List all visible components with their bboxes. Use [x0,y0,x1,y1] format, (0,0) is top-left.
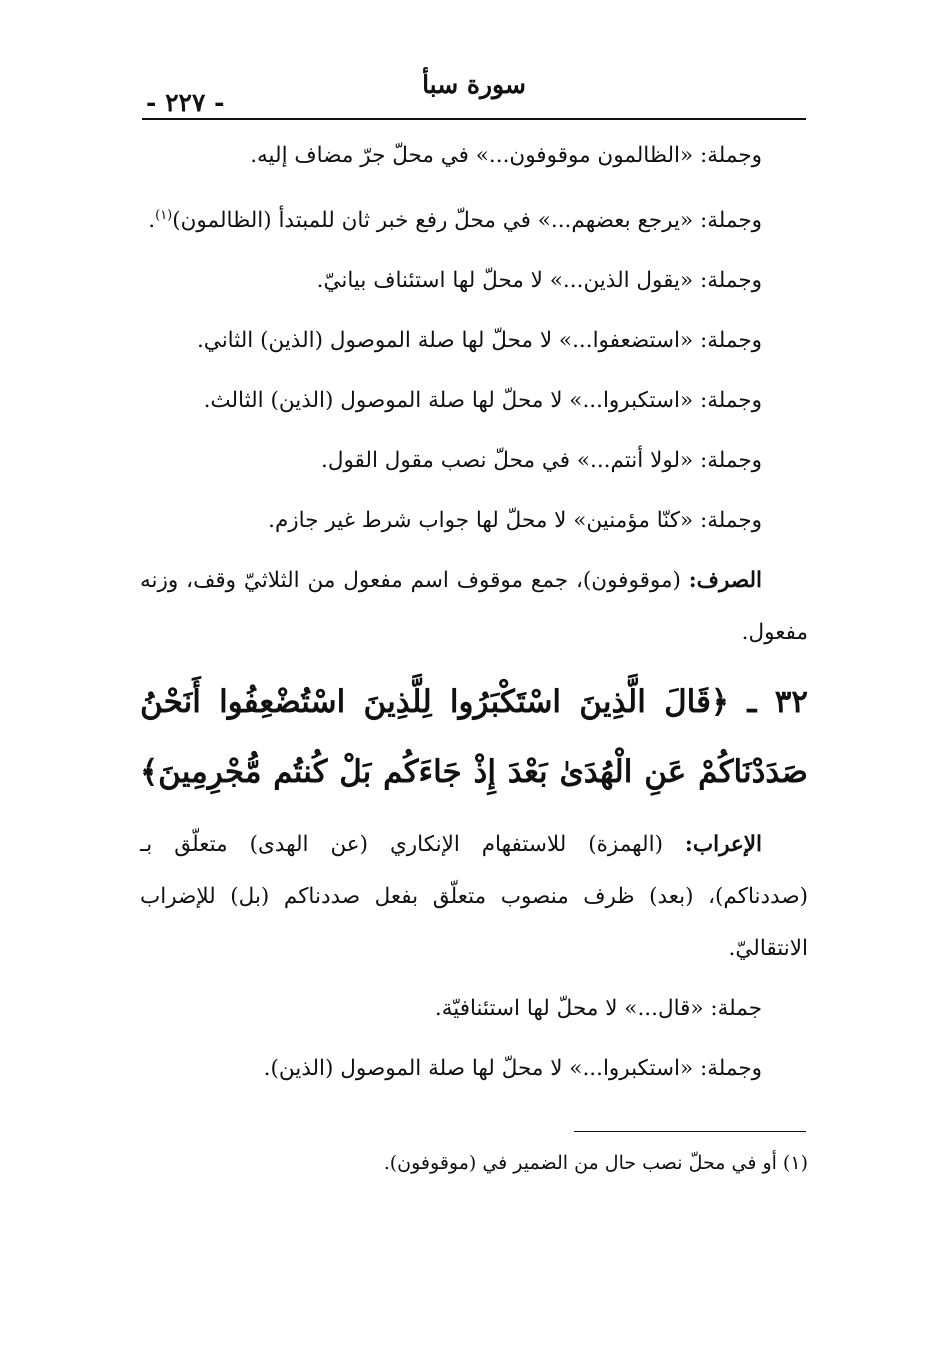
paragraph-4-text: وجملة: «استضعفوا...» لا محلّ لها صلة الموصول (الذين) الثاني. [196,328,762,354]
footnote: (١) أو في محلّ نصب حال من الضمير في (موقوفون). [383,1152,808,1174]
paragraph-3 [140,255,808,307]
header-rule [142,118,806,120]
paragraph-6-text: وجملة: «لولا أنتم...» في محلّ نصب مقول القول. [320,448,762,474]
paragraph-4 [140,315,808,367]
surah-title: سورة سبأ [422,70,526,99]
sarf-text: (موقوفون)، جمع موقوف اسم مفعول من الثلاثيّ وقف، وزنه مفعول. [140,568,808,646]
paragraph-7 [140,495,808,547]
paragraph-7-text: وجملة: «كنّا مؤمنين» لا محلّ لها جواب شرط غير جازم. [268,508,762,534]
sarf-paragraph [140,555,808,659]
paragraph-1 [140,130,808,182]
paragraph-5-text: وجملة: «استكبروا...» لا محلّ لها صلة الموصول (الذين) الثالث. [203,388,762,414]
paragraph-1-text: وجملة: «الظالمون موقوفون...» في محلّ جرّ مضاف إليه. [250,143,762,168]
paragraph-9 [140,983,808,1035]
verse-number: ٣٢ ـ [747,684,809,721]
paragraph-10 [140,1043,808,1095]
paragraph-6 [140,435,808,487]
irab-paragraph [140,819,808,975]
footnote-ref: (١) [155,208,173,223]
sarf-label: الصرف: [688,568,762,594]
page-header [142,62,806,124]
paragraph-3-text: وجملة: «يقول الذين...» لا محلّ لها استئناف بيانيّ. [316,268,762,294]
verse-text: ﴿قَالَ الَّذِينَ اسْتَكْبَرُوا لِلَّذِينَ اسْتُضْعِفُوا أَنَحْنُ صَدَدْنَاكُمْ عَنِ الْهُدَىٰ بَعْدَ إِذْ جَاءَكُم بَلْ كُنتُم مُّجْرِمِينَ﴾ [140,684,808,791]
irab-label: الإعراب: [684,832,762,858]
paragraph-5 [140,375,808,427]
paragraph-9-text: جملة: «قال...» لا محلّ لها استئنافيّة. [434,996,762,1022]
irab-text: (الهمزة) للاستفهام الإنكاري (عن الهدى) متعلّق بـ (صددناكم)، (بعد) ظرف منصوب متعلّق بفعل صددناكم (بل) للإضراب الانتقاليّ. [140,832,808,962]
page-number: - ٢٢٧ - [146,88,225,117]
footnote-rule [574,1131,806,1132]
paragraph-2: وجملة: «يرجع بعضهم...» في محلّ رفع خبر ثان للمبتدأ (الظالمون)$^{(١)}$. [148,208,762,234]
paragraph-10-text: وجملة: «استكبروا...» لا محلّ لها صلة الموصول (الذين). [263,1056,762,1082]
main-text [140,130,808,1095]
quran-verse [140,667,808,807]
paragraph-2-text: وجملة: «يرجع بعضهم...» في محلّ رفع خبر ثان للمبتدأ (الظالمون) [172,208,762,234]
